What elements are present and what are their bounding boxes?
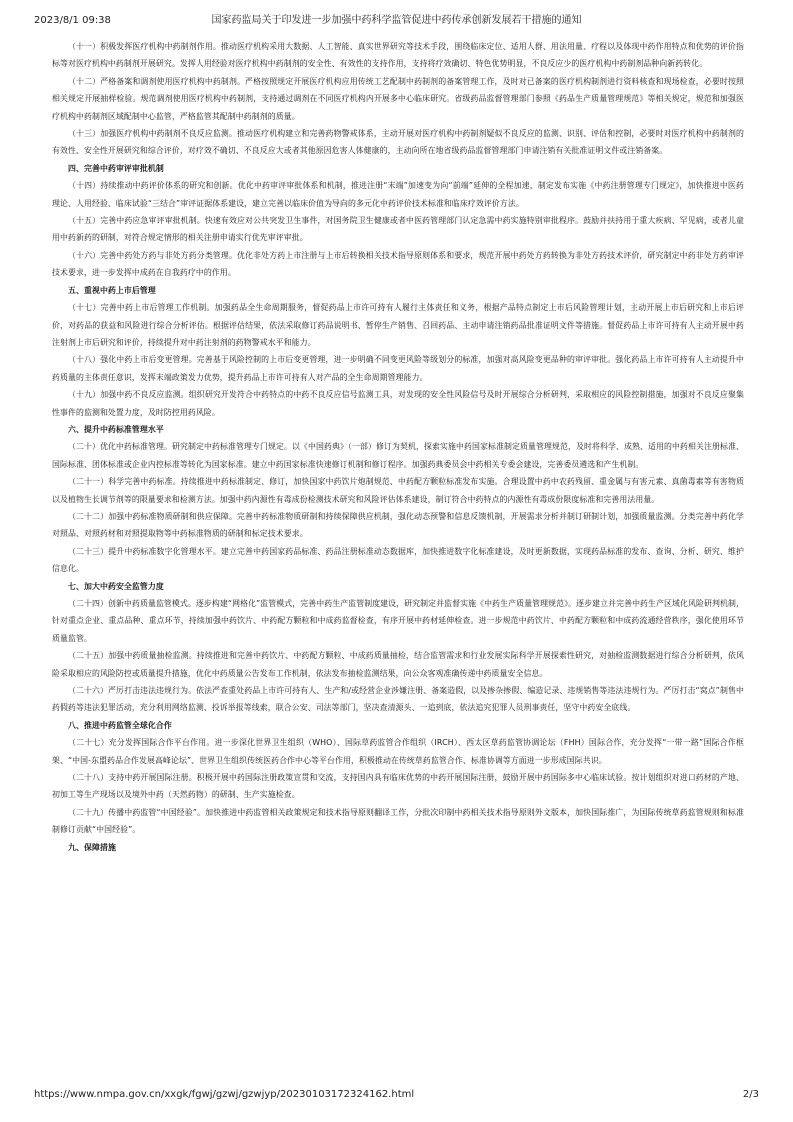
paragraph: （十九）加强中药不良反应监测。组织研究开发符合中药特点的中药不良反应信号监测工具，对发现的安全性风险信号及时开展综合分析研判，采取相应的风险控制措施，加强对不良反应聚集性事件的监测和处置力度，及时防控用药风险。 bbox=[52, 390, 744, 417]
paragraph: （二十）优化中药标准管理。研究制定中药标准管理专门规定。以《中国药典》（一部）修订为契机，探索实施中药国家标准制定质量管理规范，及时将科学、成熟、适用的中药相关注册标准、国际标准、团体标准或企业内控标准等转化为国家标准。建立中药国家标准快速修订机制和修订程序。加强药典委员会中药相关专委会建设，完善委员遴选和产生机制。 bbox=[52, 442, 744, 469]
paragraph: （二十一）科学完善中药标准。持续推进中药标准制定、修订，加快国家中药饮片炮制规范、中药配方颗粒标准发布实施。合理设置中药中农药残留、重金属与有害元素、真菌毒素等有害物质以及植物生长调节剂等的限量要求和检测方法。加强中药内源性有毒成份检测技术研究和风险评估体系建设，制订符合中药特点的内源性有毒成份限度标准和完善用法用量。 bbox=[52, 477, 744, 504]
paragraph: （二十二）加强中药标准物质研制和供应保障。完善中药标准物质研制和持续保障供应机制，强化动态预警和信息反馈机制，开展需求分析并制订研制计划，加强质量监测。分类完善中药化学对照品、对照药材和对照提取物等中药标准物质的研制和标定技术要求。 bbox=[52, 511, 744, 539]
paragraph: （二十四）创新中药质量监管模式。逐步构建“网格化”监管模式，完善中药生产监管制度建设，研究制定并监督实施《中药生产质量管理规范》。逐步建立并完善中药生产区域化风险研判机制，针对重点企业、重点品种、重点环节，持续加强中药饮片、中药配方颗粒和中成药监督检查，有序开展中药材延伸检查。进一步规范中药饮片、中药配方颗粒和中成药流通经营秩序，强化使用环节质量监管。 bbox=[52, 599, 744, 643]
paragraph: （十三）加强医疗机构中药制剂不良反应监测。推动医疗机构建立和完善药物警戒体系，主动开展对医疗机构中药制剂疑似不良反应的监测、识别、评估和控制，必要时对医疗机构中药制剂的有效性、安全性开展研究和综合评价，对疗效不确切、不良反应大或者其他原因危害人体健康的，主动向所在地省级药品监督管理部门申请注销有关批准证明文件或注销备案。 bbox=[52, 129, 744, 156]
print-footer bbox=[34, 1088, 759, 1102]
print-header bbox=[34, 14, 759, 28]
paragraph: （二十五）加强中药质量抽检监测。持续推进和完善中药饮片、中药配方颗粒、中成药质量抽检，结合监管需求和行业发展实际科学开展探索性研究，对抽检监测数据进行综合分析研判，依风险采取相应的风险防控或质量提升措施，优化中药质量公告发布工作机制，依法发布抽检监测结果，向公众客观准确传递中药质量安全信息。 bbox=[52, 651, 744, 678]
paragraph: （十一）积极发挥医疗机构中药制剂作用。推动医疗机构采用大数据、人工智能、真实世界研究等技术手段，围绕临床定位、适用人群、用法用量、疗程以及体现中药作用特点和优势的评价指标等对医疗机构中药制剂开展研究。发挥人用经验对医疗机构中药制剂的安全性、有效性的支持作用，支持将疗效确切、特色优势明显，不良反应少的医疗机构中药制剂品种向新药转化。 bbox=[52, 42, 744, 69]
section-heading: 七、加大中药安全监管力度 bbox=[68, 581, 164, 591]
paragraph: （十七）完善中药上市后管理工作机制。加强药品全生命周期服务，督促药品上市许可持有人履行主体责任和义务，根据产品特点制定上市后风险管理计划，主动开展上市后研究和上市后评价，对药品的获益和风险进行综合分析评估。根据评估结果，依法采取修订药品说明书、暂停生产销售、召回药品、主动申请注销药品批准证明文件等措施。督促药品上市许可持有人主动开展中药注射剂上市后研究和评价，持续提升对中药注射剂的药物警戒水平和能力。 bbox=[52, 303, 744, 347]
document-body bbox=[52, 38, 744, 856]
section-heading: 九、保障措施 bbox=[68, 842, 116, 852]
section-heading: 五、重视中药上市后管理 bbox=[68, 285, 156, 295]
section-heading: 四、完善中药审评审批机制 bbox=[68, 163, 164, 173]
paragraph: （十六）完善中药处方药与非处方药分类管理。优化非处方药上市注册与上市后转换相关技术指导原则体系和要求，规范开展中药处方药转换为非处方药技术评价，研究制定中药非处方药审评技术要求，进一步发挥中成药在自我药疗中的作用。 bbox=[52, 250, 744, 278]
paragraph: （二十七）充分发挥国际合作平台作用。进一步深化世界卫生组织（WHO）、国际草药监管合作组织（IRCH）、西太区草药监管协调论坛（FHH）国际合作，充分发挥“一带一路”国际合作框架、“中国-东盟药品合作发展高峰论坛”、世界卫生组织传统医药合作中心等平台作用，积极推动在传统草药监管合作、标准协调等方面进一步形成国际共识。 bbox=[52, 738, 744, 765]
paragraph: （十五）完善中药应急审评审批机制。快速有效应对公共突发卫生事件，对国务院卫生健康或者中医药管理部门认定急需中药实施特别审批程序。鼓励并扶持用于重大疾病、罕见病，或者儿童用中药新药的研制，对符合规定情形的相关注册申请实行优先审评审批。 bbox=[52, 216, 744, 243]
section-heading: 六、提升中药标准管理水平 bbox=[68, 424, 164, 434]
paragraph: （二十六）严厉打击违法违规行为。依法严查重处药品上市许可持有人、生产和/或经营企业涉嫌注册、备案造假，以及掺杂掺假、编造记录、违规销售等违法违规行为。严厉打击“窝点”制售中药假药等违法犯罪活动，充分利用网络监测、投诉举报等线索，联合公安、司法等部门，坚决查清源头、一追到底，依法追究犯罪人员刑事责任，坚守中药安全底线。 bbox=[52, 686, 744, 713]
section-heading: 八、推进中药监管全球化合作 bbox=[68, 720, 172, 730]
page-number: 2/3 bbox=[742, 1089, 759, 1100]
print-timestamp: 2023/8/1 09:38 bbox=[34, 15, 111, 26]
paragraph: （二十三）提升中药标准数字化管理水平。建立完善中药国家药品标准、药品注册标准动态数据库，加快推进数字化标准建设，及时更新数据，实现药品标准的发布、查询、分析、研究、维护信息化。 bbox=[52, 546, 744, 574]
paragraph: （十二）严格备案和调剂使用医疗机构中药制剂。严格按照规定开展医疗机构应用传统工艺配制中药制剂的备案管理工作，及时对已备案的医疗机构制剂进行资料核查和现场检查，必要时按照相关规定开展抽样检验。规范调剂使用医疗机构中药制剂，支持通过调剂在不同医疗机构内开展多中心临床研究。省级药品监督管理部门参照《药品生产质量管理规范》等相关规定，规范和加强医疗机构中药制剂区域配制中心监管，严格监管其配制中药制剂的质量。 bbox=[52, 76, 744, 121]
paragraph: （十四）持续推动中药评价体系的研究和创新。优化中药审评审批体系和机制，推进注册“末端”加速变为向“前端”延伸的全程加速，制定发布实施《中药注册管理专门规定》，加快推进中医药理论、人用经验、临床试验“三结合”审评证据体系建设，建立完善以临床价值为导向的多元化中药评价技术标准和临床疗效评价方法。 bbox=[52, 181, 744, 208]
paragraph: （二十八）支持中药开展国际注册。积极开展中药国际注册政策宣贯和交流，支持国内具有临床优势的中药开展国际注册，鼓励开展中药国际多中心临床试验。按计划组织对进口药材的产地、初加工等生产现场以及境外中药（天然药物）的研制、生产实施检查。 bbox=[52, 773, 744, 800]
page-url: https://www.nmpa.gov.cn/xxgk/fgwj/gzwj/gzwjyp/20230103172324162.html bbox=[34, 1089, 415, 1100]
document-title: 国家药监局关于印发进一步加强中药科学监管促进中药传承创新发展若干措施的通知 bbox=[211, 15, 582, 26]
paragraph: （十八）强化中药上市后变更管理。完善基于风险控制的上市后变更管理，进一步明确不同变更风险等级划分的标准，加强对高风险变更品种的审评审批。强化药品上市许可持有人主动提升中药质量的主体责任意识，发挥末端政策发力优势，提升药品上市许可持有人对产品的全生命周期管理能力。 bbox=[52, 355, 744, 382]
paragraph: （二十九）传播中药监管“中国经验”。加快推进中药监管相关政策规定和技术指导原则翻译工作，分批次印制中药相关技术指导原则外文版本，加快国际推广，为国际传统草药监管规则和标准制修订贡献“中国经验”。 bbox=[52, 807, 744, 835]
